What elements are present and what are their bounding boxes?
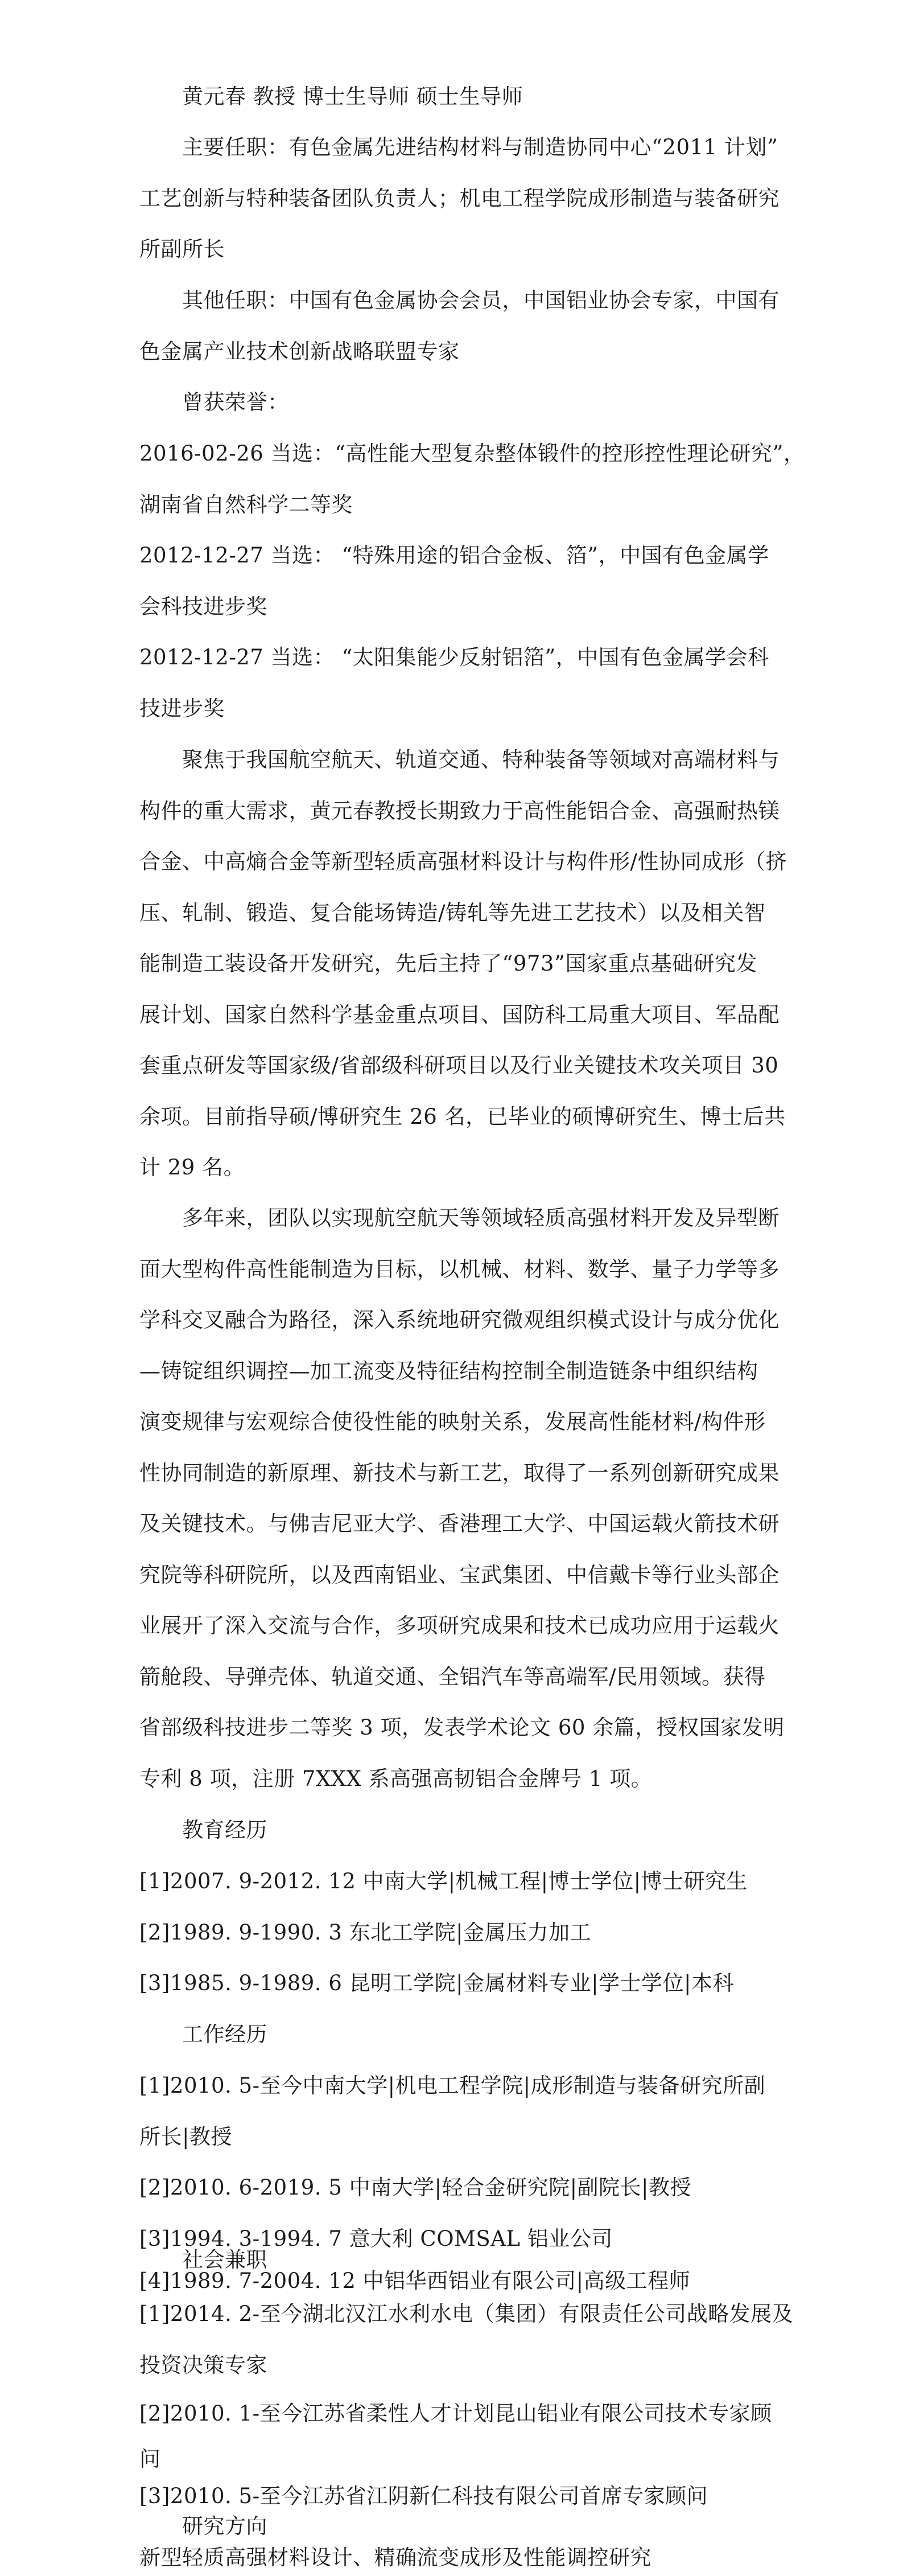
intro-line: 业展开了深入交流与合作，多项研究成果和技术已成功应用于运载火 [139, 1613, 780, 1638]
intro-paragraph-2 [139, 1193, 794, 1804]
social-item: [2]2010. 1-至今江苏省柔性人才计划昆山铝业有限公司技术专家顾 [139, 2401, 772, 2426]
other-post-line: 色金属产业技术创新战略联盟专家 [139, 339, 460, 364]
honors-list [139, 428, 805, 734]
work-item: 所长|教授 [139, 2124, 232, 2149]
main-post-paragraph [139, 122, 794, 275]
intro-line: 专利 8 项，注册 7XXX 系高强高韧铝合金牌号 1 项。 [139, 1766, 653, 1791]
work-item: [3]1994. 3-1994. 7 意大利 COMSAL 铝业公司 [139, 2226, 613, 2251]
intro-line: 箭舱段、导弹壳体、轨道交通、全铝汽车等高端军/民用领域。获得 [139, 1664, 766, 1689]
intro-line: —铸锭组织调控—加工流变及特征结构控制全制造链条中组织结构 [139, 1358, 758, 1383]
social-list [139, 2289, 794, 2390]
other-post-paragraph [139, 275, 794, 377]
name-line: 黄元春 教授 博士生导师 硕士生导师 [182, 84, 523, 109]
social-item: [1]2014. 2-至今湖北汉江水利水电（集团）有限责任公司战略发展及 [139, 2302, 794, 2326]
intro-line: 演变规律与宏观综合使役性能的映射关系，发展高性能材料/构件形 [139, 1410, 766, 1434]
intro-line: 究院等科研院所，以及西南铝业、宝武集团、中信戴卡等行业头部企 [139, 1562, 780, 1587]
intro-line: 能制造工装设备开发研究，先后主持了“973”国家重点基础研究发 [139, 951, 757, 976]
intro-line: 性协同制造的新原理、新技术与新工艺，取得了一系列创新研究成果 [139, 1460, 780, 1485]
other-post-line: 其他任职：中国有色金属协会会员，中国铝业协会专家，中国有 [182, 288, 780, 313]
honors-heading: 曾获荣誉： [182, 390, 289, 414]
social-heading: 社会兼职 [182, 2248, 267, 2272]
research-heading: 研究方向 [182, 2514, 267, 2538]
research-text: 新型轻质高强材料设计、精确流变成形及性能调控研究 [139, 2545, 652, 2570]
intro-line: 省部级科技进步二等奖 3 项，发表学术论文 60 余篇，授权国家发明 [139, 1715, 785, 1740]
work-item: [2]2010. 6-2019. 5 中南大学|轻合金研究院|副院长|教授 [139, 2175, 692, 2200]
work-heading: 工作经历 [182, 2022, 267, 2047]
intro-line: 面大型构件高性能制造为目标，以机械、材料、数学、量子力学等多 [139, 1256, 780, 1281]
education-item: [1]2007. 9-2012. 12 中南大学|机械工程|博士学位|博士研究生 [139, 1869, 748, 1893]
social-item: [3]2010. 5-至今江苏省江阴新仁科技有限公司首席专家顾问 [139, 2484, 708, 2508]
work-item: [1]2010. 5-至今中南大学|机电工程学院|成形制造与装备研究所副 [139, 2073, 766, 2098]
intro-line: 构件的重大需求，黄元春教授长期致力于高性能铝合金、高强耐热镁 [139, 798, 780, 823]
social-item: 投资决策专家 [139, 2352, 267, 2377]
intro-line: 计 29 名。 [139, 1155, 245, 1180]
intro-paragraph-1 [139, 734, 794, 1193]
work-item: [4]1989. 7-2004. 12 中铝华西铝业有限公司|高级工程师 [139, 2269, 691, 2293]
social-list-cont [139, 2391, 794, 2482]
intro-line: 套重点研发等国家级/省部级科研项目以及行业关键技术攻关项目 30 [139, 1053, 779, 1078]
honor-line: 2012-12-27 当选： “特殊用途的铝合金板、箔”，中国有色金属学 [139, 543, 769, 568]
honor-line: 2012-12-27 当选： “太阳集能少反射铝箔”，中国有色金属学会科 [139, 645, 769, 669]
intro-line: 聚焦于我国航空航天、轨道交通、特种装备等领域对高端材料与 [182, 747, 780, 772]
honor-line: 会科技进步奖 [139, 594, 267, 619]
honor-line: 2016-02-26 当选：“高性能大型复杂整体锻件的控形控性理论研究”， [139, 441, 805, 466]
education-item: [2]1989. 9-1990. 3 东北工学院|金属压力加工 [139, 1920, 592, 1945]
main-post-line: 所副所长 [139, 237, 225, 261]
education-heading: 教育经历 [182, 1818, 267, 1842]
honor-line: 湖南省自然科学二等奖 [139, 492, 353, 517]
main-post-line: 主要任职：有色金属先进结构材料与制造协同中心“2011 计划” [182, 135, 778, 159]
education-item: [3]1985. 9-1989. 6 昆明工学院|金属材料专业|学士学位|本科 [139, 1971, 735, 1995]
intro-line: 合金、中高熵合金等新型轻质高强材料设计与构件形/性协同成形（挤 [139, 849, 787, 874]
honor-line: 技进步奖 [139, 696, 225, 721]
intro-line: 展计划、国家自然科学基金重点项目、国防科工局重大项目、军品配 [139, 1002, 780, 1027]
social-item: 问 [139, 2447, 161, 2471]
education-list [139, 1856, 794, 2009]
intro-line: 余项。目前指导硕/博研究生 26 名，已毕业的硕博研究生、博士后共 [139, 1104, 786, 1129]
intro-line: 学科交叉融合为路径，深入系统地研究微观组织模式设计与成分优化 [139, 1308, 780, 1332]
intro-line: 多年来，团队以实现航空航天等领域轻质高强材料开发及异型断 [182, 1206, 780, 1230]
intro-line: 及关键技术。与佛吉尼亚大学、香港理工大学、中国运载火箭技术研 [139, 1511, 780, 1536]
main-post-line: 工艺创新与特种装备团队负责人；机电工程学院成形制造与装备研究 [139, 186, 780, 211]
intro-line: 压、轧制、锻造、复合能场铸造/铸轧等先进工艺技术）以及相关智 [139, 900, 766, 925]
